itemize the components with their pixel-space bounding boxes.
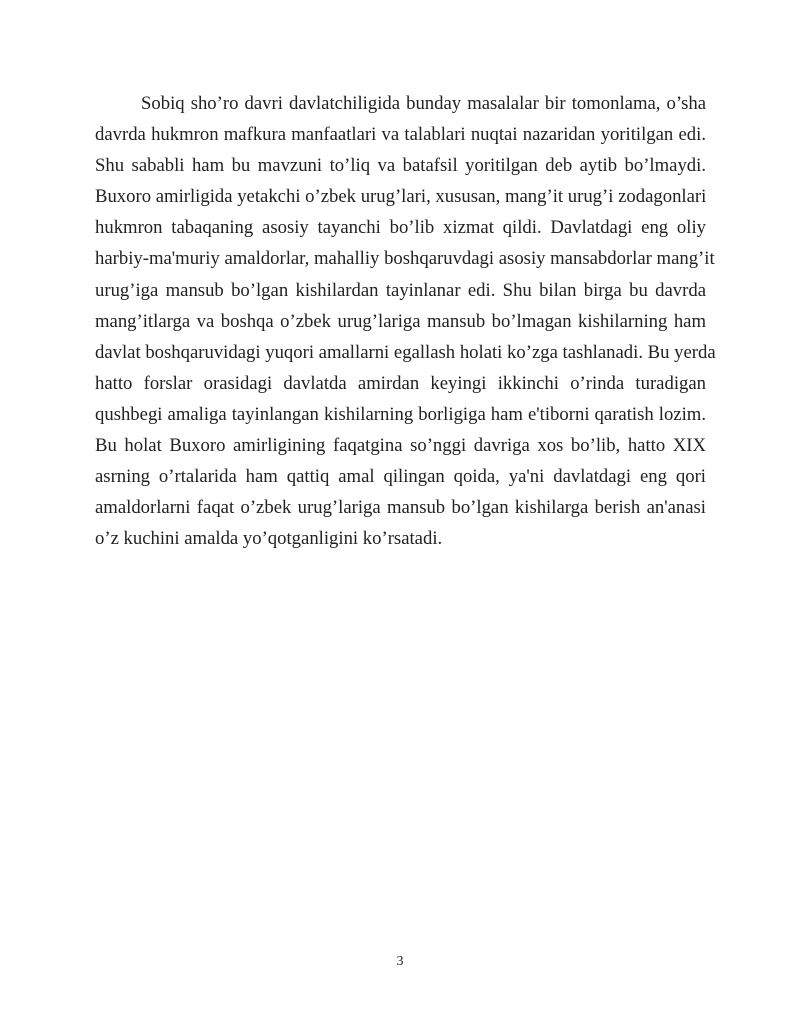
paragraph-line: Buxoro amirligida yetakchi o’zbek urug’lari, xususan, mang’it urug’i zodagonlari [95, 186, 707, 208]
paragraph-line: hukmron tabaqaning asosiy tayanchi bo’lib xizmat qildi. Davlatdagi eng oliy [95, 217, 706, 239]
paragraph-line: hatto forslar orasidagi davlatda amirdan keyingi ikkinchi o’rinda turadigan [95, 372, 706, 394]
body-paragraph [95, 88, 716, 554]
paragraph-line: qushbegi amaliga tayinlangan kishilarning borligiga ham e'tiborni qaratish lozim. [95, 403, 706, 425]
paragraph-line: mang’itlarga va boshqa o’zbek urug’lariga mansub bo’lmagan kishilarning ham [95, 310, 706, 332]
paragraph-line: davlat boshqaruvidagi yuqori amallarni egallash holati ko’zga tashlanadi. Bu yerda [95, 341, 716, 363]
paragraph-line: harbiy-ma'muriy amaldorlar, mahalliy boshqaruvdagi asosiy mansabdorlar mang’it [95, 248, 715, 270]
paragraph-line: Bu holat Buxoro amirligining faqatgina so’nggi davriga xos bo’lib, hatto XIX [95, 435, 706, 457]
page-number: 3 [396, 954, 404, 969]
paragraph-line: davrda hukmron mafkura manfaatlari va talablari nuqtai nazaridan yoritilgan edi. [95, 124, 706, 146]
paragraph-line: o’z kuchini amalda yo’qotganligini ko’rsatadi. [95, 528, 443, 550]
paragraph-line: Sobiq sho’ro davri davlatchiligida bunday masalalar bir tomonlama, o’sha [141, 93, 706, 114]
paragraph-line: asrning o’rtalarida ham qattiq amal qilingan qoida, ya'ni davlatdagi eng qori [95, 466, 706, 488]
paragraph-line: amaldorlarni faqat o’zbek urug’lariga mansub bo’lgan kishilarga berish an'anasi [95, 497, 706, 519]
paragraph-line: urug’iga mansub bo’lgan kishilardan tayinlanar edi. Shu bilan birga bu davrda [95, 279, 706, 301]
paragraph-line: Shu sababli ham bu mavzuni to’liq va batafsil yoritilgan deb aytib bo’lmaydi. [95, 155, 706, 177]
